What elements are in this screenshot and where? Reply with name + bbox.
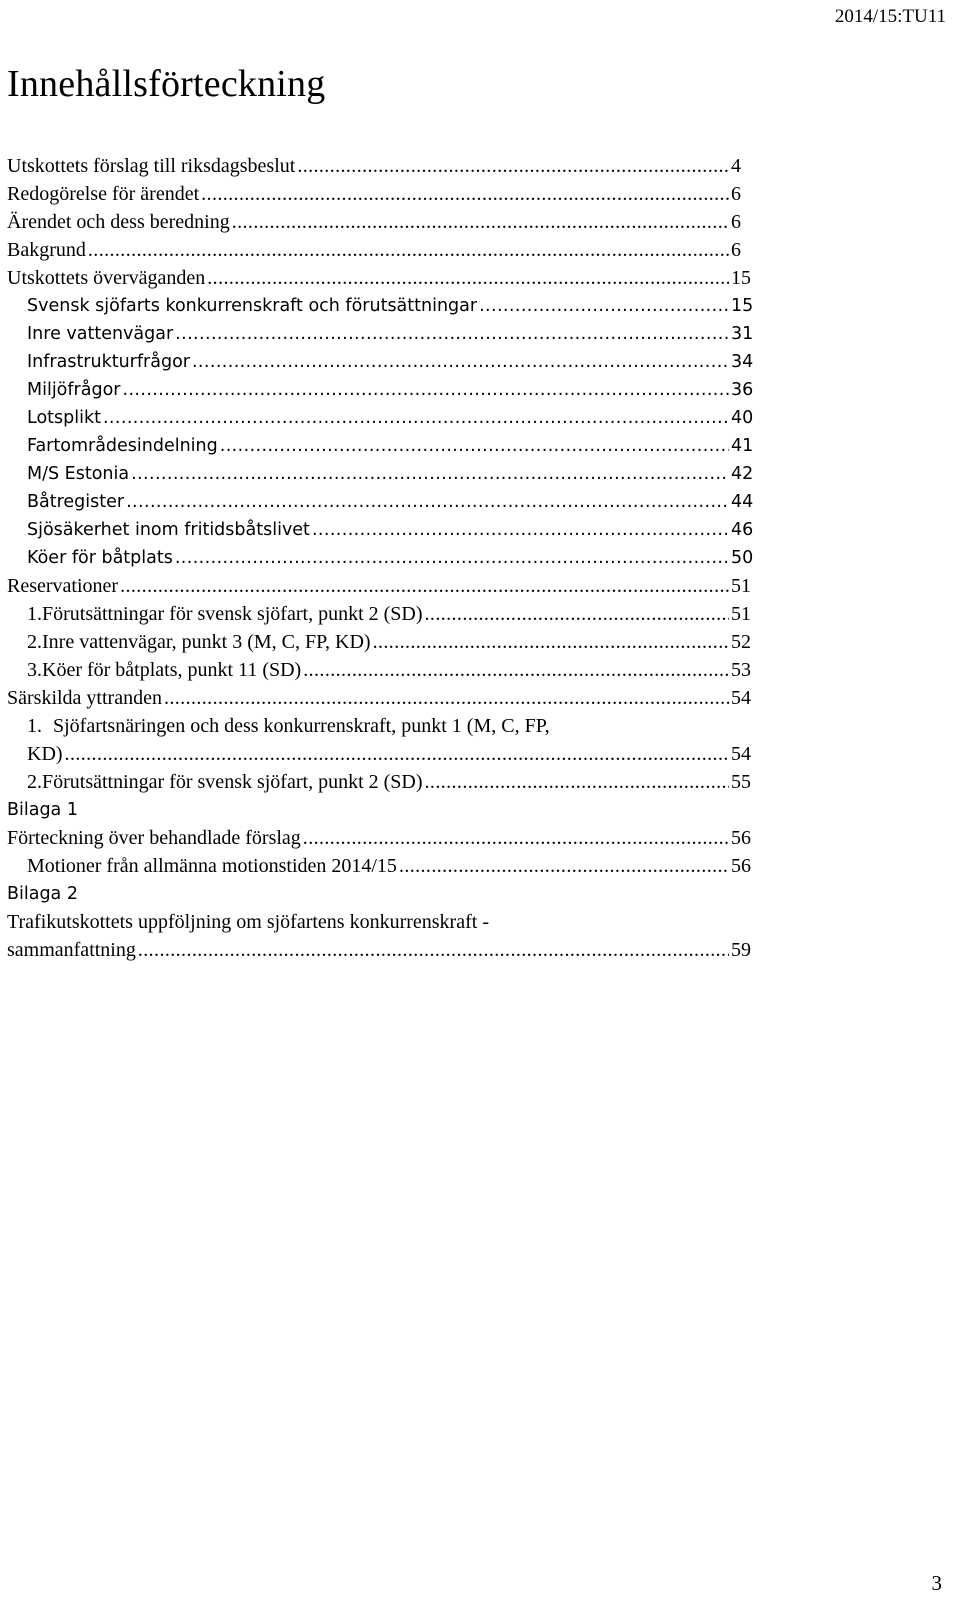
toc-entry-number: 2. <box>27 631 42 653</box>
toc-entry-page: 31 <box>731 324 754 344</box>
toc-entry-sjofarts-konkurrenskraft[interactable] <box>7 292 755 320</box>
toc-entry-bilaga-2[interactable] <box>7 880 755 908</box>
toc-entry-page: 54 <box>731 743 751 765</box>
toc-entry-batregister[interactable] <box>7 488 755 516</box>
toc-entry-overvaganden[interactable] <box>7 264 755 292</box>
toc-dot-leader <box>220 432 729 460</box>
toc-entry-number: 1. <box>27 603 42 625</box>
toc-entry-reservation-1[interactable] <box>7 600 755 628</box>
toc-dot-leader <box>201 180 729 208</box>
toc-entry-label: Utskottets förslag till riksdagsbeslut <box>7 155 296 177</box>
toc-entry-trafikutskottets-line1[interactable] <box>7 908 755 936</box>
toc-entry-page: 6 <box>731 239 741 261</box>
toc-entry-redogorelse[interactable] <box>7 180 755 208</box>
toc-entry-reservationer[interactable] <box>7 572 755 600</box>
toc-entry-label: Fartområdesindelning <box>27 436 218 456</box>
toc-entry-page: 51 <box>731 575 751 597</box>
toc-dot-leader <box>303 656 729 684</box>
toc-entry-number: 3. <box>27 659 42 681</box>
toc-entry-page: 55 <box>731 771 751 793</box>
toc-entry-page: 44 <box>731 492 754 512</box>
toc-entry-forteckning[interactable] <box>7 824 755 852</box>
toc-dot-leader <box>120 572 729 600</box>
toc-entry-trafikutskottets-line2[interactable] <box>7 936 755 964</box>
toc-entry-sjosakerhet[interactable] <box>7 516 755 544</box>
toc-entry-page: 56 <box>731 827 751 849</box>
toc-dot-leader <box>88 236 729 264</box>
toc-dot-leader <box>164 684 729 712</box>
toc-dot-leader <box>303 824 729 852</box>
toc-dot-leader <box>399 852 729 880</box>
toc-entry-label: Infrastrukturfrågor <box>27 352 190 372</box>
toc-dot-leader <box>479 292 729 320</box>
toc-entry-label: Reservationer <box>7 575 119 597</box>
toc-entry-number: 2. <box>27 771 42 793</box>
toc-entry-label: Sjöfartsnäringen och dess konkurrenskraft, punkt 1 (M, C, FP, <box>53 715 550 737</box>
toc-entry-label: Bakgrund <box>7 239 86 261</box>
toc-dot-leader <box>175 544 729 572</box>
toc-dot-leader <box>192 348 729 376</box>
toc-entry-fartomradesindelning[interactable] <box>7 432 755 460</box>
toc-entry-label: Lotsplikt <box>27 408 101 428</box>
toc-entry-ms-estonia[interactable] <box>7 460 755 488</box>
toc-entry-inre-vattenvagar[interactable] <box>7 320 755 348</box>
toc-entry-label: Särskilda yttranden <box>7 687 162 709</box>
toc-entry-label: Svensk sjöfarts konkurrenskraft och förutsättningar <box>27 296 478 316</box>
toc-entry-label: Inre vattenvägar, punkt 3 (M, C, FP, KD) <box>42 631 371 653</box>
toc-dot-leader <box>126 488 729 516</box>
toc-entry-page: 50 <box>731 548 754 568</box>
table-of-contents <box>7 152 755 964</box>
toc-entry-motioner[interactable] <box>7 852 755 880</box>
toc-entry-page: 54 <box>731 687 751 709</box>
toc-entry-page: 4 <box>731 155 741 177</box>
toc-entry-page: 15 <box>731 296 754 316</box>
toc-dot-leader <box>425 600 729 628</box>
toc-entry-label: Motioner från allmänna motionstiden 2014/15 <box>27 855 397 877</box>
toc-dot-leader <box>65 740 729 768</box>
toc-entry-label: Förutsättningar för svensk sjöfart, punkt 2 (SD) <box>42 603 423 625</box>
toc-entry-page: 42 <box>731 464 754 484</box>
toc-entry-utskottets-forslag[interactable] <box>7 152 755 180</box>
toc-entry-label: Förutsättningar för svensk sjöfart, punkt 2 (SD) <box>42 771 423 793</box>
toc-entry-yttrande-1-line2[interactable] <box>7 740 755 768</box>
toc-entry-page: 51 <box>731 603 751 625</box>
toc-dot-leader <box>425 768 729 796</box>
toc-entry-label-continued: sammanfattning <box>7 939 136 961</box>
toc-entry-infrastrukturfragor[interactable] <box>7 348 755 376</box>
toc-entry-number: 1. <box>27 715 42 737</box>
toc-dot-leader <box>232 208 729 236</box>
toc-dot-leader <box>175 320 729 348</box>
toc-dot-leader <box>138 936 729 964</box>
toc-entry-yttrande-2[interactable] <box>7 768 755 796</box>
toc-entry-label: Ärendet och dess beredning <box>7 211 230 233</box>
page-title: Innehållsförteckning <box>7 63 326 105</box>
toc-entry-page: 6 <box>731 211 741 233</box>
page-number: 3 <box>931 1571 942 1595</box>
toc-entry-page: 59 <box>731 939 751 961</box>
toc-entry-label: M/S Estonia <box>27 464 130 484</box>
toc-dot-leader <box>103 404 729 432</box>
toc-entry-label: Förteckning över behandlade förslag <box>7 827 301 849</box>
toc-dot-leader <box>122 376 729 404</box>
toc-entry-lotsplikt[interactable] <box>7 404 755 432</box>
toc-dot-leader <box>373 628 729 656</box>
toc-entry-page: 53 <box>731 659 751 681</box>
toc-entry-label: Trafikutskottets uppföljning om sjöfartens konkurrenskraft - <box>7 911 489 933</box>
toc-dot-leader <box>131 460 729 488</box>
toc-entry-label: Båtregister <box>27 492 125 512</box>
toc-dot-leader <box>297 152 729 180</box>
toc-entry-miljofragor[interactable] <box>7 376 755 404</box>
toc-entry-page: 56 <box>731 855 751 877</box>
toc-entry-page: 36 <box>731 380 754 400</box>
toc-entry-label: Miljöfrågor <box>27 380 121 400</box>
toc-entry-label: Utskottets överväganden <box>7 267 206 289</box>
toc-entry-page: 34 <box>731 352 754 372</box>
toc-dot-leader <box>207 264 729 292</box>
toc-entry-label: Sjösäkerhet inom fritidsbåtslivet <box>27 520 310 540</box>
toc-entry-yttrande-1-line1[interactable] <box>7 712 755 740</box>
toc-entry-label: Inre vattenvägar <box>27 324 174 344</box>
toc-entry-label-continued: KD) <box>27 743 63 765</box>
toc-entry-label: Bilaga 1 <box>7 800 78 820</box>
toc-entry-label: Bilaga 2 <box>7 884 78 904</box>
toc-entry-reservation-2[interactable] <box>7 628 755 656</box>
toc-entry-page: 40 <box>731 408 754 428</box>
toc-entry-page: 46 <box>731 520 754 540</box>
toc-entry-page: 6 <box>731 183 741 205</box>
toc-entry-reservation-3[interactable] <box>7 656 755 684</box>
document-reference: 2014/15:TU11 <box>834 6 946 27</box>
toc-entry-koer-batplats[interactable] <box>7 544 755 572</box>
toc-entry-label: Redogörelse för ärendet <box>7 183 200 205</box>
toc-entry-bakgrund[interactable] <box>7 236 755 264</box>
toc-entry-arendet[interactable] <box>7 208 755 236</box>
toc-entry-page: 15 <box>731 267 751 289</box>
toc-entry-label: Köer för båtplats, punkt 11 (SD) <box>42 659 302 681</box>
toc-entry-sarskilda-yttranden[interactable] <box>7 684 755 712</box>
toc-entry-label: Köer för båtplats <box>27 548 173 568</box>
toc-entry-page: 41 <box>731 436 754 456</box>
toc-entry-page: 52 <box>731 631 751 653</box>
toc-entry-bilaga-1[interactable] <box>7 796 755 824</box>
toc-dot-leader <box>312 516 729 544</box>
